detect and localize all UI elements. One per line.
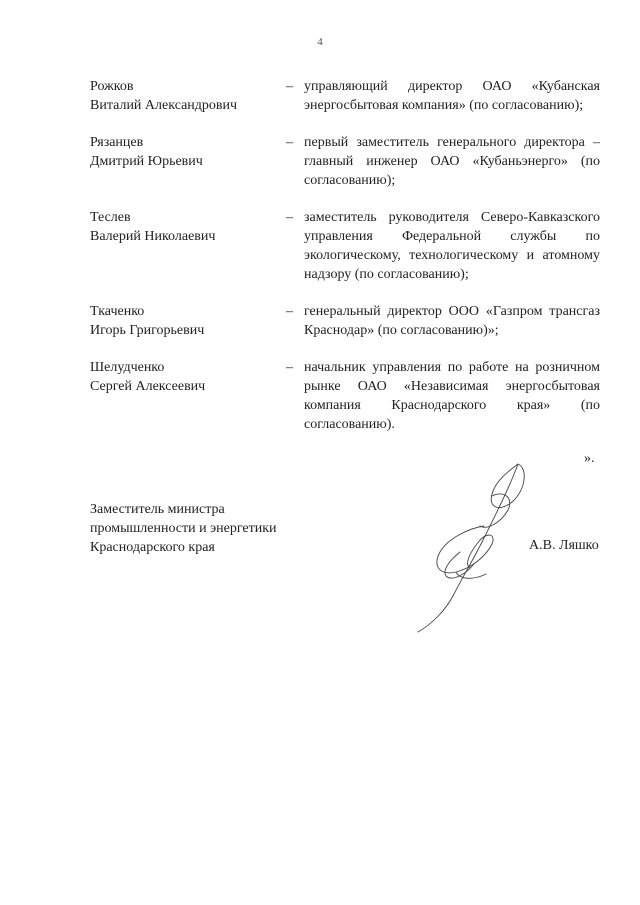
closing-quote: ».: [584, 451, 595, 466]
signatory-name: А.В. Ляшко: [529, 538, 599, 553]
member-given-names: Сергей Алексеевич: [90, 379, 206, 394]
member-dash: –: [286, 79, 293, 94]
signatory-title-line: промышленности и энергетики: [90, 521, 277, 536]
list-item: [90, 358, 600, 434]
list-item: [90, 133, 600, 190]
member-position: управляющий директор ОАО «Кубанская энергосбытовая компания» (по согласованию);: [304, 79, 600, 113]
member-dash: –: [286, 304, 293, 319]
list-item: [90, 302, 600, 340]
handwritten-signature: [400, 456, 540, 636]
member-given-names: Дмитрий Юрьевич: [90, 154, 203, 169]
member-position: начальник управления по работе на розничном рынке ОАО «Независимая энергосбытовая компания Краснодарского края» (по согласованию).: [304, 360, 600, 432]
member-given-names: Валерий Николаевич: [90, 229, 216, 244]
member-given-names: Игорь Григорьевич: [90, 323, 205, 338]
page-number: 4: [317, 36, 323, 48]
member-list: [90, 77, 600, 452]
member-position: генеральный директор ООО «Газпром трансгаз Краснодар» (по согласованию)»;: [304, 304, 600, 338]
member-name: [90, 208, 286, 246]
member-surname: Шелудченко: [90, 360, 165, 375]
member-name: [90, 358, 286, 396]
member-dash: –: [286, 210, 293, 225]
signatory-title-line: Краснодарского края: [90, 540, 215, 555]
member-position: первый заместитель генерального директора – главный инженер ОАО «Кубаньэнерго» (по согласованию);: [304, 135, 600, 188]
member-surname: Рожков: [90, 79, 134, 94]
member-surname: Теслев: [90, 210, 131, 225]
list-item: [90, 208, 600, 284]
member-surname: Ткаченко: [90, 304, 145, 319]
signatory-title-line: Заместитель министра: [90, 502, 225, 517]
signatory-title: [90, 500, 277, 557]
member-name: [90, 77, 286, 115]
member-name: [90, 133, 286, 171]
member-dash: –: [286, 135, 293, 150]
member-dash: –: [286, 360, 293, 375]
list-item: [90, 77, 600, 115]
member-given-names: Виталий Александрович: [90, 98, 238, 113]
member-position: заместитель руководителя Северо-Кавказского управления Федеральной службы по экологическому, технологическому и атомному надзору (по согласованию);: [304, 210, 600, 282]
member-name: [90, 302, 286, 340]
member-surname: Рязанцев: [90, 135, 144, 150]
